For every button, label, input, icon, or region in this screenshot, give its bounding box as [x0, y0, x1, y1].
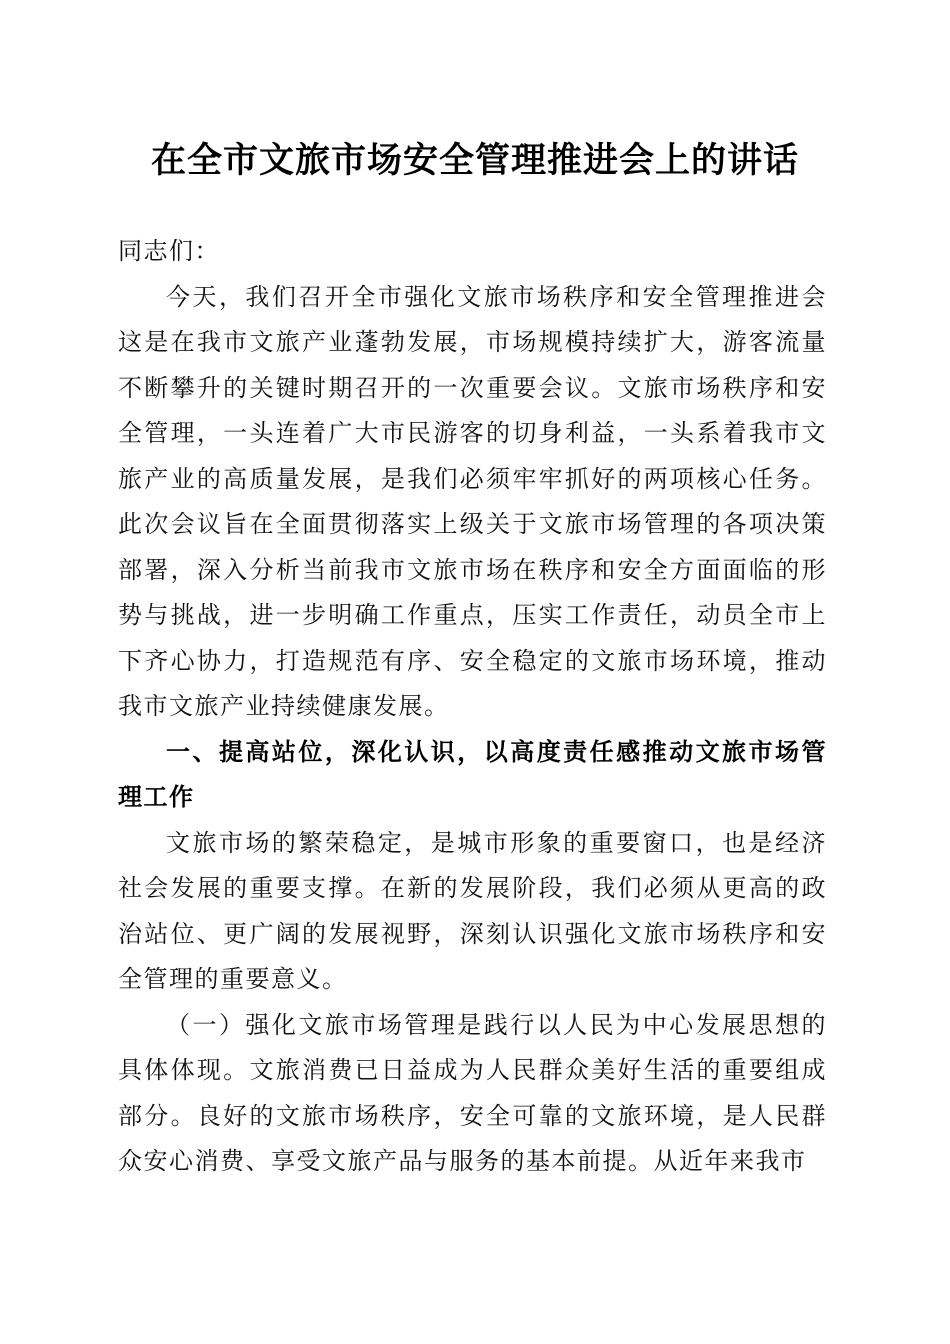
document-title: 在全市文旅市场安全管理推进会上的讲话 — [150, 140, 799, 181]
subsection-1-paragraph — [118, 1003, 827, 1185]
intro-paragraph: 今天，我们召开全市强化文旅市场秩序和安全管理推进会这是在我市文旅产业蓬勃发展，市场规模持续扩大，游客流量不断攀升的关键时期召开的一次重要会议。文旅市场秩序和安全管理，一头连着广大市民游客的切身利益，一头系着我市文旅产业的高质量发展，是我们必须牢牢抓好的两项核心任务。此次会议旨在全面贯彻落实上级关于文旅市场管理的各项决策部署，深入分析当前我市文旅市场在秩序和安全方面面临的形势与挑战，进一步明确工作重点，压实工作责任，动员全市上下齐心协力，打造规范有序、安全稳定的文旅市场环境，推动我市文旅产业持续健康发展。 — [118, 282, 827, 720]
document-body — [118, 229, 827, 1185]
section-1-paragraph: 文旅市场的繁荣稳定，是城市形象的重要窗口，也是经济社会发展的重要支撑。在新的发展阶段，我们必须从更高的政治站位、更广阔的发展视野，深刻认识强化文旅市场秩序和安全管理的重要意义。 — [118, 828, 827, 993]
section-heading-1: 一、提高站位，深化认识，以高度责任感推动文旅市场管理工作 — [118, 737, 827, 811]
salutation: 同志们： — [118, 237, 220, 265]
subsection-1-lead: （一）强化文旅市场管理是践行以人民为中心发展思想的具体体现。 — [118, 1010, 827, 1084]
subsection-1-body: 文旅消费已日益成为人民群众美好生活的重要组成部分。良好的文旅市场秩序，安全可靠的文旅环境，是人民群众安心消费、享受文旅产品与服务的基本前提。从近年来我市 — [118, 1056, 828, 1175]
